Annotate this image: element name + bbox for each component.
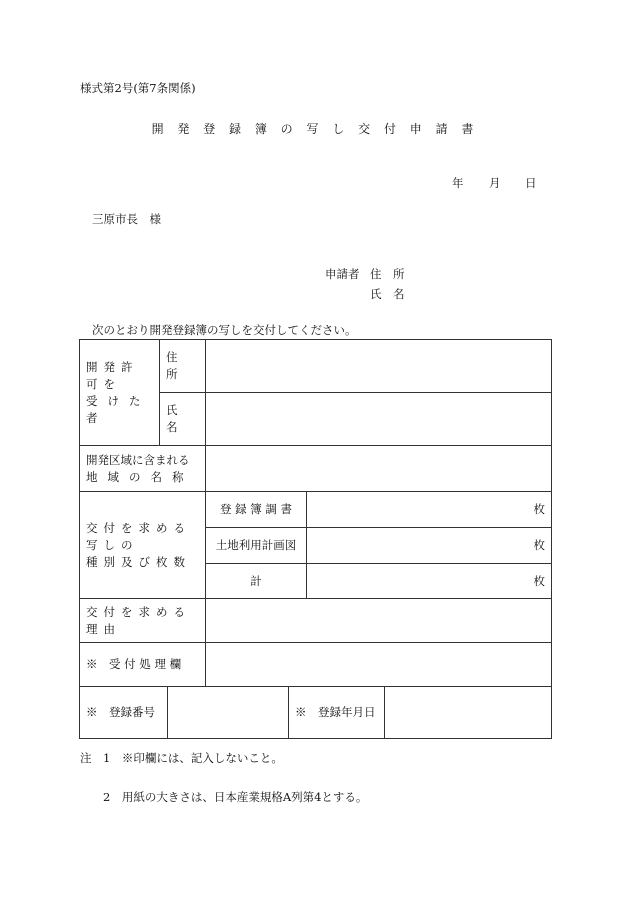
land-plan-count-field[interactable]: [306, 527, 552, 564]
reg-number-field[interactable]: [167, 686, 289, 739]
reception-label: [79, 642, 206, 687]
copies-line1: 交付を求める写しの: [86, 520, 191, 552]
date-month-label: 月: [489, 176, 501, 190]
total-sheet-unit: 枚: [533, 573, 545, 588]
total-label: 計: [205, 563, 307, 599]
copies-line2: 種別及び枚数: [86, 554, 191, 569]
reception-field[interactable]: [205, 642, 552, 687]
document-title: 開 発 登 録 簿 の 写 し 交 付 申 請 書: [151, 122, 479, 136]
address-field[interactable]: [205, 339, 552, 393]
name-label: 氏 名: [159, 392, 206, 446]
applicant-label: 申請者: [325, 267, 360, 281]
addressee: 三原市長 様: [92, 212, 161, 226]
applicant-name-label: 氏 名: [370, 287, 405, 301]
applicant-address-label: 住 所: [370, 267, 405, 281]
registry-label: 登 録 簿 調 書: [205, 491, 307, 528]
registry-count-field[interactable]: [306, 491, 552, 528]
application-table: [79, 339, 552, 739]
note-1: 注 1 ※印欄には、記入しないこと。: [80, 751, 283, 765]
area-name-line1: 開発区域に含まれる: [86, 452, 190, 467]
form-number: 様式第2号(第7条関係): [80, 81, 196, 95]
reason-field[interactable]: [205, 598, 552, 643]
registry-sheet-unit: 枚: [533, 502, 545, 516]
date-year-label: 年: [452, 176, 464, 190]
reg-date-label: [288, 686, 385, 739]
note-2: 2 用紙の大きさは、日本産業規格A列第4とする。: [103, 790, 368, 804]
area-name-field[interactable]: [205, 445, 552, 492]
name-field[interactable]: [205, 392, 552, 446]
land-plan-label: 土地利用計画図: [205, 527, 307, 564]
reason-text: 交付を求める理由: [86, 604, 191, 636]
reg-date-field[interactable]: [384, 686, 552, 739]
reg-number-label: [79, 686, 168, 739]
intro-text: 次のとおり開発登録簿の写しを交付してください。: [92, 323, 357, 337]
permit-holder-label: [79, 339, 160, 446]
area-name-label: [79, 445, 206, 492]
reception-text: ※ 受 付 処 理 欄: [86, 657, 182, 671]
reason-label: [79, 598, 206, 643]
copies-label: [79, 491, 206, 599]
total-count-field[interactable]: [306, 563, 552, 599]
date-day-label: 日: [525, 176, 537, 190]
permit-holder-line2: 受けた者: [86, 393, 151, 425]
permit-holder-line1: 開発許可を: [86, 359, 139, 391]
reg-number-text: ※ 登録番号: [86, 705, 155, 719]
land-plan-sheet-unit: 枚: [533, 538, 545, 552]
area-name-line2: 地域の名称: [86, 469, 194, 484]
reg-date-text: ※ 登録年月日: [295, 705, 376, 719]
address-label: 住 所: [159, 339, 206, 393]
